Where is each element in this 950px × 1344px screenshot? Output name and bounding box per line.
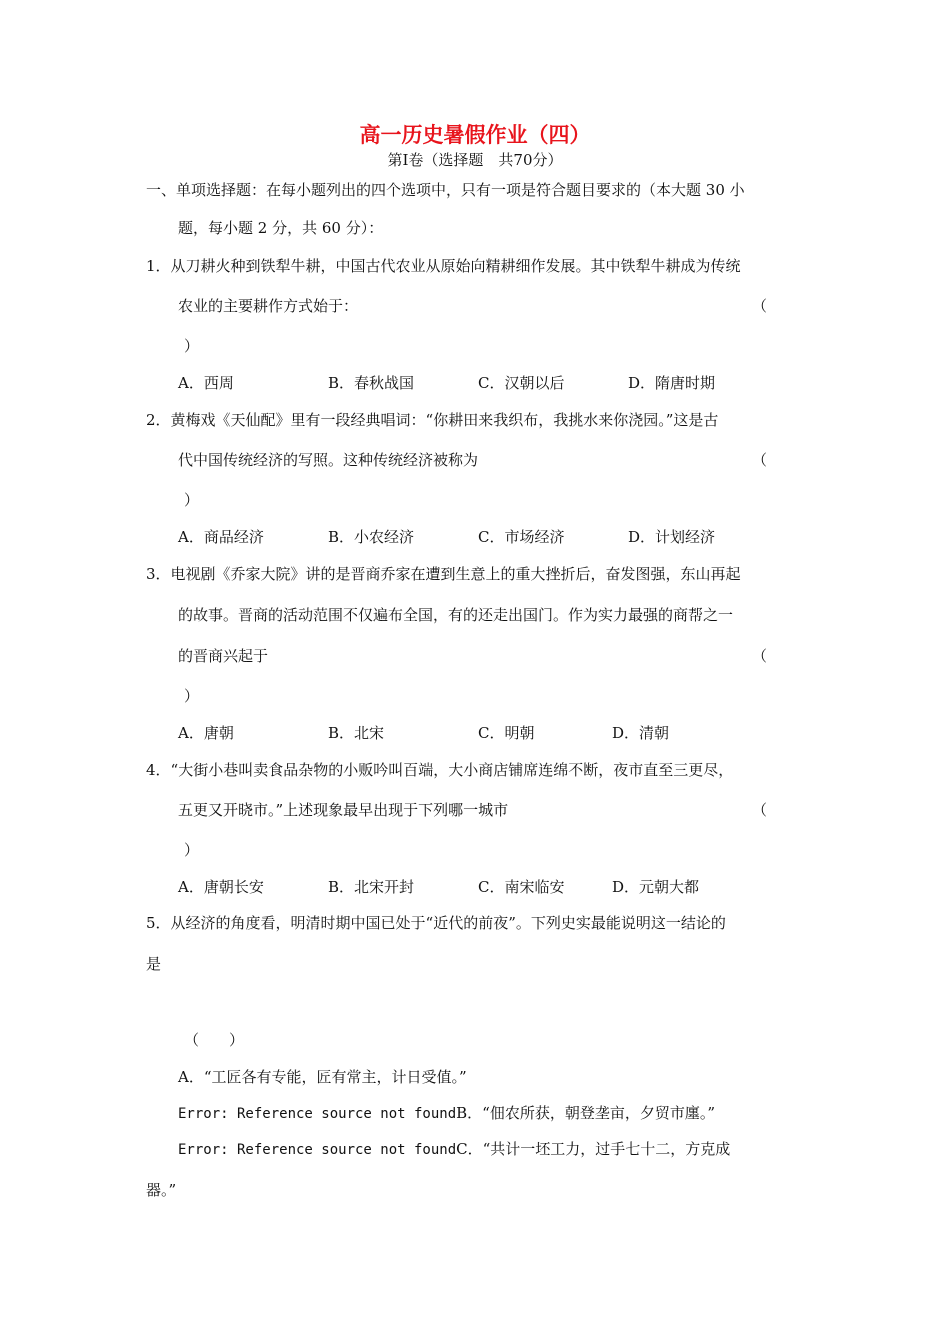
q1-option-b: B．春秋战国: [328, 374, 415, 392]
q1-stem-line2: 农业的主要耕作方式始于：: [178, 297, 359, 315]
q4-option-c: C．南宋临安: [478, 878, 565, 896]
q3-option-a: A．唐朝: [178, 724, 234, 742]
q4-option-b: B．北宋开封: [328, 878, 415, 896]
q2-option-c: C．市场经济: [478, 528, 565, 546]
q5-option-b-line: [178, 1103, 715, 1124]
q2-stem-line1: 2．黄梅戏《天仙配》里有一段经典唱词：“你耕田来我织布，我挑水来你浇园。”这是古: [146, 411, 719, 429]
q5-stem-line1: 5．从经济的角度看，明清时期中国已处于“近代的前夜”。下列史实最能说明这一结论的: [146, 914, 726, 932]
q5-option-a: A．“工匠各有专能，匠有常主，计日受值。”: [178, 1068, 467, 1086]
q1-option-a: A．西周: [178, 374, 234, 392]
q1-stem-line1: 1．从刀耕火种到铁犁牛耕，中国古代农业从原始向精耕细作发展。其中铁犁牛耕成为传统: [146, 257, 741, 275]
q1-answer-paren-close: ）: [184, 337, 200, 355]
q2-option-d: D．计划经济: [628, 528, 716, 546]
reference-error-text: Error: Reference source not found: [178, 1142, 457, 1158]
q1-answer-paren-open: （: [752, 297, 768, 315]
q3-option-d: D．清朝: [612, 724, 670, 742]
q3-option-b: B．北宋: [328, 724, 385, 742]
q2-stem-line2: 代中国传统经济的写照。这种传统经济被称为: [178, 451, 479, 469]
q4-option-d: D．元朝大都: [612, 878, 700, 896]
q3-stem-line1: 3．电视剧《乔家大院》讲的是晋商乔家在遭到生意上的重大挫折后，奋发图强，东山再起: [146, 565, 741, 583]
q4-answer-paren-open: （: [752, 801, 768, 819]
q5-option-c: C．“共计一坯工力，过手七十二，方克成: [456, 1140, 731, 1158]
q1-option-c: C．汉朝以后: [478, 374, 565, 392]
q5-answer-blank: （ ）: [184, 1031, 245, 1049]
q3-stem-line2: 的故事。晋商的活动范围不仅遍布全国，有的还走出国门。作为实力最强的商帮之一: [178, 606, 734, 624]
q2-option-b: B．小农经济: [328, 528, 415, 546]
q3-stem-line3: 的晋商兴起于: [178, 647, 269, 665]
q5-option-c-continued: 器。”: [146, 1181, 177, 1199]
page-title: 高一历史暑假作业（四）: [359, 122, 591, 147]
q5-option-c-line: [178, 1139, 730, 1160]
q4-answer-paren-close: ）: [184, 841, 200, 859]
q2-answer-paren-close: ）: [184, 491, 200, 509]
q4-option-a: A．唐朝长安: [178, 878, 264, 896]
q5-stem-line2: 是: [146, 955, 162, 973]
section-heading-line1: 一、单项选择题：在每小题列出的四个选项中，只有一项是符合题目要求的（本大题 30 小: [146, 181, 745, 199]
q5-option-b: B．“佃农所获，朝登垄亩，夕贸市廛。”: [456, 1104, 716, 1122]
q1-option-d: D．隋唐时期: [628, 374, 716, 392]
page-subtitle: 第Ⅰ卷（选择题 共70分）: [387, 151, 563, 169]
q4-stem-line2: 五更又开晓市。”上述现象最早出现于下列哪一城市: [178, 801, 509, 819]
section-heading-line2: 题，每小题 2 分，共 60 分）：: [178, 219, 384, 237]
q2-option-a: A．商品经济: [178, 528, 264, 546]
q3-answer-paren-close: ）: [184, 687, 200, 705]
reference-error-text: Error: Reference source not found: [178, 1106, 457, 1122]
q3-option-c: C．明朝: [478, 724, 535, 742]
q4-stem-line1: 4．“大街小巷叫卖食品杂物的小贩吟叫百端，大小商店铺席连绵不断，夜市直至三更尽，: [146, 761, 734, 779]
q2-answer-paren-open: （: [752, 451, 768, 469]
q3-answer-paren-open: （: [752, 647, 768, 665]
